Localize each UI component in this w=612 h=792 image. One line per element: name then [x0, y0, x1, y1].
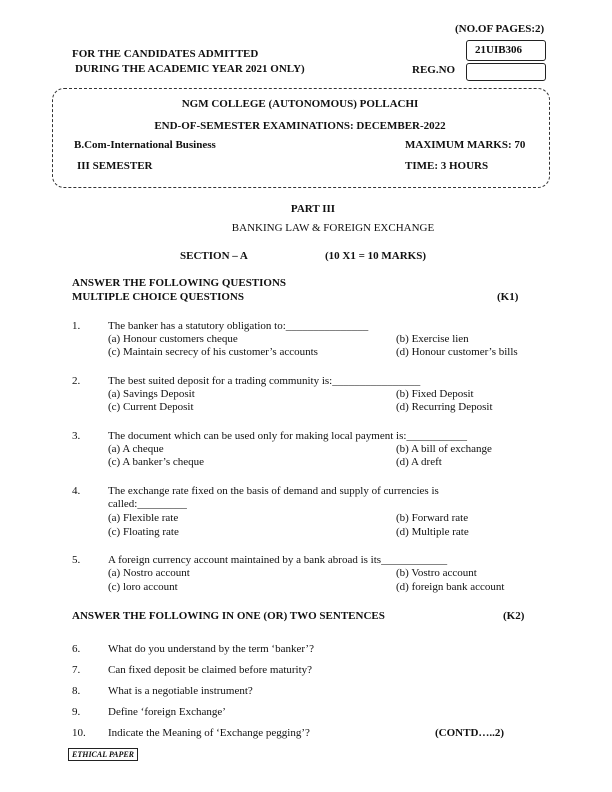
- section-marks: (10 X1 = 10 MARKS): [325, 250, 426, 262]
- option-c: (c) loro account: [108, 581, 178, 593]
- option-d: (d) Honour customer’s bills: [396, 346, 518, 358]
- question-number: 9.: [72, 706, 81, 718]
- option-b: (b) Forward rate: [396, 512, 469, 524]
- question-number: 3.: [72, 430, 81, 442]
- max-marks: MAXIMUM MARKS: 70: [405, 139, 526, 151]
- option-c: (c) Floating rate: [108, 526, 179, 538]
- option-b: (b) Vostro account: [396, 567, 477, 579]
- regno-label: REG.NO: [412, 64, 456, 76]
- question-number: 5.: [72, 554, 81, 566]
- question-text: What is a negotiable instrument?: [108, 685, 253, 697]
- exam-time: TIME: 3 HOURS: [405, 160, 489, 172]
- question-text: The banker has a statutory obligation to:_______________: [108, 320, 369, 332]
- question-text: The exchange rate fixed on the basis of demand and supply of currencies is: [108, 485, 439, 497]
- question-text-continued: called:_________: [108, 498, 187, 510]
- course-code: 21UIB306: [475, 44, 523, 56]
- question-number: 2.: [72, 375, 81, 387]
- program-name: B.Com-International Business: [74, 139, 216, 151]
- course-code-box: [466, 40, 546, 61]
- college-name: NGM COLLEGE (AUTONOMOUS) POLLACHI: [181, 98, 419, 110]
- continued-note: (CONTD…..2): [435, 727, 505, 739]
- pages-count: (NO.OF PAGES:2): [455, 23, 545, 35]
- question-text: Define ‘foreign Exchange’: [108, 706, 226, 718]
- question-text: The best suited deposit for a trading community is:________________: [108, 375, 421, 387]
- option-d: (d) Multiple rate: [396, 526, 469, 538]
- option-a: (a) A cheque: [108, 443, 164, 455]
- k1-level: (K1): [497, 291, 519, 303]
- option-a: (a) Savings Deposit: [108, 388, 195, 400]
- question-text: What do you understand by the term ‘banker’?: [108, 643, 314, 655]
- k2-section-heading: ANSWER THE FOLLOWING IN ONE (OR) TWO SENTENCES: [72, 610, 385, 622]
- k2-level: (K2): [503, 610, 525, 622]
- candidates-line1: FOR THE CANDIDATES ADMITTED: [72, 48, 259, 60]
- question-text: The document which can be used only for making local payment is:___________: [108, 430, 467, 442]
- option-d: (d) Recurring Deposit: [396, 401, 493, 413]
- question-number: 8.: [72, 685, 81, 697]
- option-c: (c) A banker’s cheque: [108, 456, 205, 468]
- question-number: 4.: [72, 485, 81, 497]
- option-a: (a) Honour customers cheque: [108, 333, 238, 345]
- candidates-line2: DURING THE ACADEMIC YEAR 2021 ONLY): [75, 63, 305, 75]
- option-b: (b) A bill of exchange: [396, 443, 492, 455]
- instructions-line2: MULTIPLE CHOICE QUESTIONS: [72, 291, 244, 303]
- option-b: (b) Fixed Deposit: [396, 388, 474, 400]
- part-title: PART III: [290, 203, 336, 215]
- question-text: Can fixed deposit be claimed before maturity?: [108, 664, 313, 676]
- option-c: (c) Maintain secrecy of his customer’s accounts: [108, 346, 318, 358]
- question-number: 10.: [72, 727, 86, 739]
- option-d: (d) foreign bank account: [396, 581, 505, 593]
- question-number: 7.: [72, 664, 81, 676]
- option-c: (c) Current Deposit: [108, 401, 194, 413]
- subject-title: BANKING LAW & FOREIGN EXCHANGE: [231, 222, 435, 234]
- option-b: (b) Exercise lien: [396, 333, 469, 345]
- instructions-line1: ANSWER THE FOLLOWING QUESTIONS: [72, 277, 287, 289]
- regno-box: [466, 63, 546, 81]
- question-text: A foreign currency account maintained by a bank abroad is its____________: [108, 554, 448, 566]
- ethical-paper-label: ETHICAL PAPER: [68, 748, 138, 761]
- question-text: Indicate the Meaning of ‘Exchange pegging’?: [108, 727, 310, 739]
- option-a: (a) Flexible rate: [108, 512, 179, 524]
- exam-title: END-OF-SEMESTER EXAMINATIONS: DECEMBER-2022: [154, 120, 446, 132]
- option-a: (a) Nostro account: [108, 567, 190, 579]
- section-title: SECTION – A: [180, 250, 248, 262]
- semester: III SEMESTER: [77, 160, 153, 172]
- question-number: 1.: [72, 320, 81, 332]
- question-number: 6.: [72, 643, 81, 655]
- option-d: (d) A dreft: [396, 456, 442, 468]
